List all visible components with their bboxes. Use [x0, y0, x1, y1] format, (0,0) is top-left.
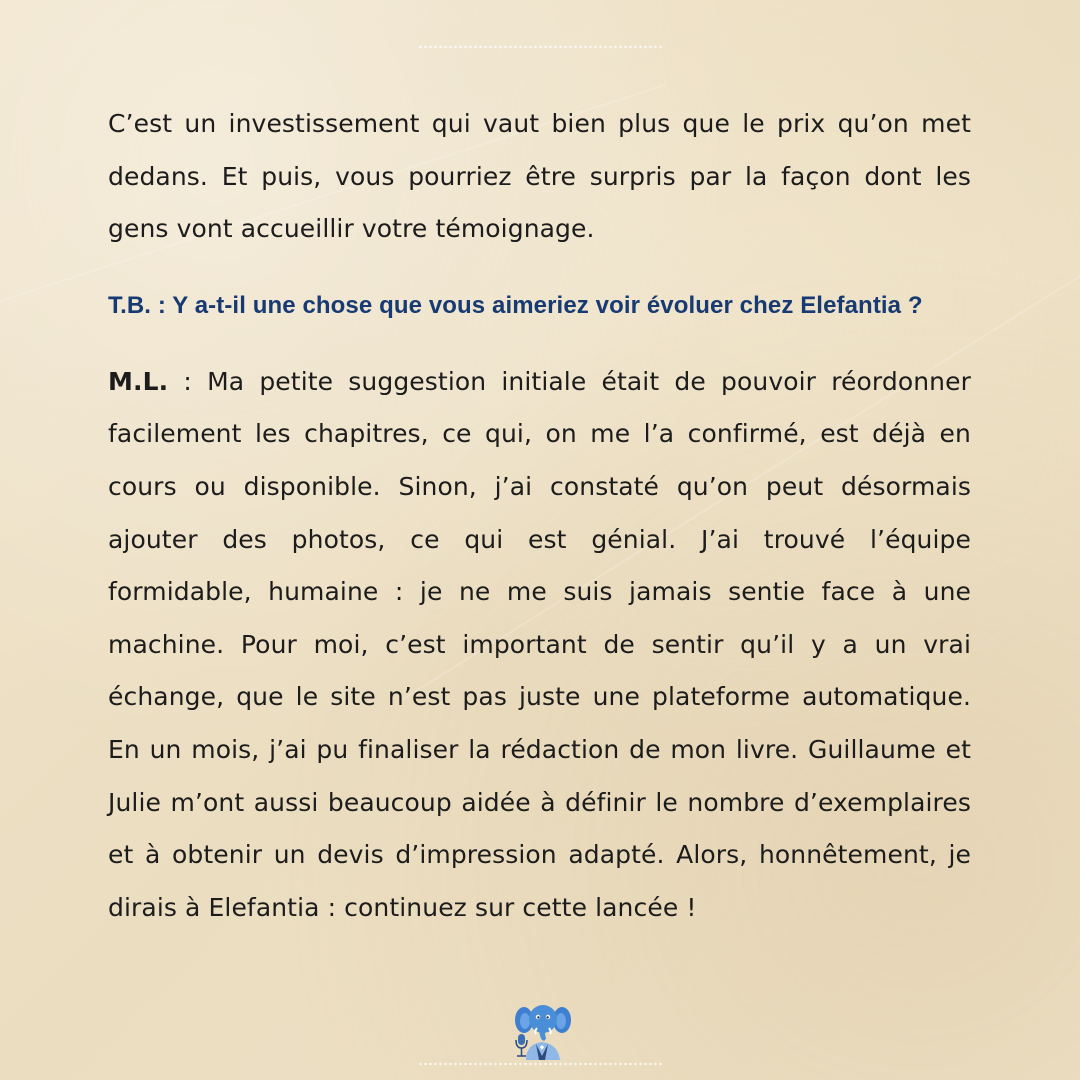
intro-paragraph: C’est un investissement qui vaut bien plus que le prix qu’on met dedans. Et puis, vous pourriez être surpris par la façon dont les gens vont accueillir votre témoignage.	[108, 109, 971, 244]
top-dotted-divider	[418, 45, 662, 49]
interview-answer	[108, 356, 971, 935]
bottom-dotted-divider	[418, 1062, 662, 1066]
elephant-podcast-logo-icon	[512, 1000, 572, 1060]
speaker-initials: M.L.	[108, 366, 169, 396]
interview-question: T.B. : Y a-t-il une chose que vous aimeriez voir évoluer chez Elefantia ?	[108, 291, 923, 319]
answer-text: : Ma petite suggestion initiale était de pouvoir réordonner facilement les chapitres, ce qui, on me l’a confirmé, est déjà en cours ou disponible. Sinon, j’ai constaté qu’on peut désormais ajouter des photos, ce qui est génial. J’ai trouvé l’équipe formidable, humaine : je ne me suis jamais sentie face à une machine. Pour moi, c’est important de sentir qu’il y a un vrai échange, que le site n’est pas juste une plateforme automatique. En un mois, j’ai pu finaliser la rédaction de mon livre. Guillaume et Julie m’ont aussi beaucoup aidée à définir le nombre d’exemplaires et à obtenir un devis d’impression adapté. Alors, honnêtement, je dirais à Elefantia : continuez sur cette lancée !	[108, 366, 971, 922]
article-body	[108, 98, 971, 934]
